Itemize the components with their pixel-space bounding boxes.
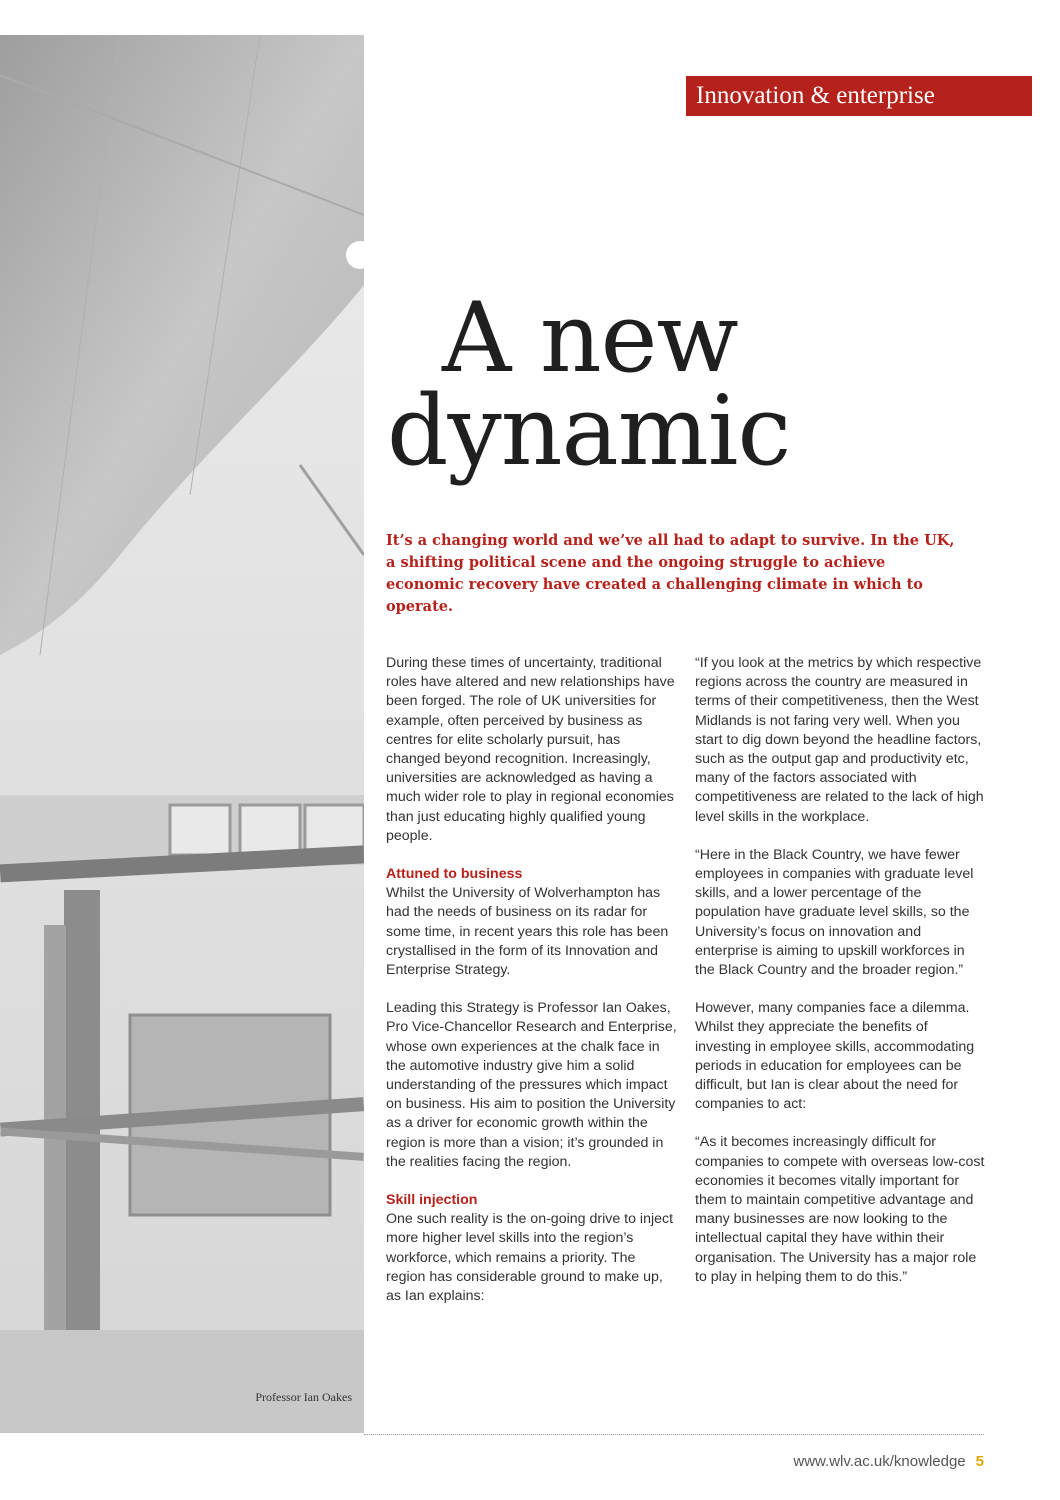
paragraph: “Here in the Black Country, we have fewer employees in companies with graduate level skills, and a lower percentage of the population have graduate level skills, so the University’s focus on innovation and enterprise is aiming to upskill workforces in the Black Country and the broader region.”: [695, 846, 974, 979]
paragraph: During these times of uncertainty, traditional roles have altered and new relationships have been forged. The role of UK universities for example, often perceived by business as centres for elite scholarly pursuit, has changed beyond recognition. Increasingly, universities are acknowledged as having a much wider role to play in regional economies than just educating highly qualified young people.: [386, 655, 675, 844]
building-interior-image: [0, 35, 364, 1433]
title-line-1: A new: [442, 282, 738, 394]
paragraph-with-subhead: [386, 1191, 678, 1306]
paragraph-text: One such reality is the on-going drive to inject more higher level skills into the region’s workforce, which remains a priority. The region has considerable ground to make up, as Ian explains:: [386, 1211, 674, 1305]
paragraph: Leading this Strategy is Professor Ian Oakes, Pro Vice-Chancellor Research and Enterprise, whose own experiences at the chalk face in the automotive industry give him a solid understanding of the pressures which impact on business. His aim to position the University as a driver for economic growth within the region is more than a vision; it’s grounded in the realities facing the region.: [386, 1000, 677, 1170]
building-photo: [0, 35, 364, 1433]
page-footer: [793, 1453, 984, 1470]
body-column-2: [695, 654, 987, 1306]
page-number: 5: [975, 1453, 984, 1470]
paragraph-text: Whilst the University of Wolverhampton has had the needs of business on its radar for some time, in recent years this role has been crystallised in the form of its Innovation and Enterprise Strategy.: [386, 885, 669, 979]
paragraph-with-subhead: [386, 865, 678, 980]
body-column-1: [386, 654, 678, 1325]
subhead-attuned: Attuned to business: [386, 866, 523, 883]
paragraph: “As it becomes increasingly difficult for companies to compete with overseas low-cost economies it becomes vitally important for them to maintain competitive advantage and many businesses are now looking to the intellectual capital they have within their organisation. The University has a major role to play in helping them to do this.”: [695, 1134, 985, 1285]
footer-url[interactable]: www.wlv.ac.uk/knowledge: [793, 1453, 966, 1470]
title-line-2: dynamic: [387, 375, 791, 487]
section-tab: Innovation & enterprise: [686, 76, 1032, 116]
footer-divider: [364, 1434, 984, 1435]
article-title: [387, 282, 791, 487]
subhead-skill: Skill injection: [386, 1192, 478, 1209]
paragraph: “If you look at the metrics by which respective regions across the country are measured in terms of their competitiveness, then the West Midlands is not faring very well. When you start to dig down beyond the headline factors, such as the output gap and productivity etc, many of the factors associated with competitiveness are related to the lack of high level skills in the workplace.: [695, 655, 984, 825]
intro-standfirst: It’s a changing world and we’ve all had to adapt to survive. In the UK, a shifting political scene and the ongoing struggle to achieve economic recovery have created a challenging climate in which to operate.: [386, 532, 955, 615]
paragraph: However, many companies face a dilemma. Whilst they appreciate the benefits of investing in employee skills, accommodating periods in education for employees can be difficult, but Ian is clear about the need for companies to act:: [695, 1000, 975, 1113]
photo-caption: Professor Ian Oakes: [255, 1390, 352, 1404]
